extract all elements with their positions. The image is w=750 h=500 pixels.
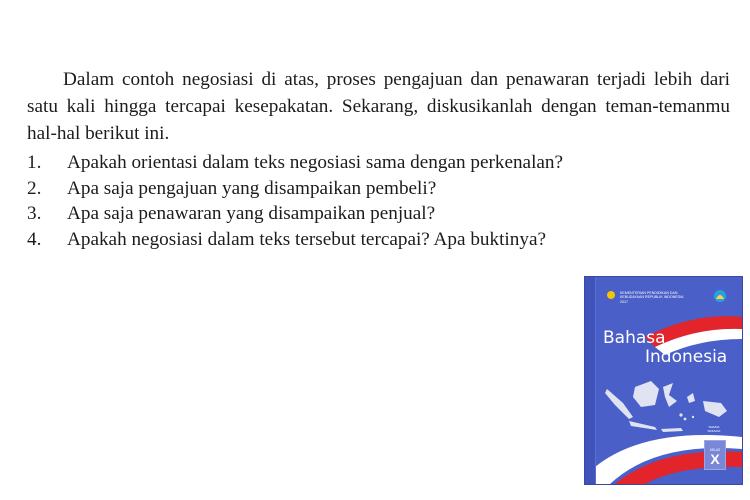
grade-badge <box>704 440 726 470</box>
cover-title-line1: Bahasa <box>603 328 666 348</box>
item-number: 2. <box>27 177 42 199</box>
grade-label: KELAS <box>709 448 721 452</box>
cover-year: 2017 <box>620 300 628 304</box>
cover-title-line2: Indonesia <box>645 347 728 367</box>
item-text: Apa saja pengajuan yang disampaikan pembeli? <box>67 177 437 199</box>
list-item <box>27 150 730 176</box>
item-number: 1. <box>27 152 42 173</box>
cover-spine <box>585 277 596 484</box>
list-item <box>27 176 730 202</box>
list-item <box>27 227 730 253</box>
item-text: Apakah negosiasi dalam teks tersebut tercapai? Apa buktinya? <box>67 228 546 250</box>
ministry-name: KEMENTERIAN PENDIDIKAN DAN KEBUDAYAAN REPUBLIK INDONESIA <box>620 291 684 300</box>
question-list <box>27 150 730 252</box>
grade-number: X <box>710 451 720 467</box>
intro-paragraph: Dalam contoh negosiasi di atas, proses pengajuan dan penawaran terjadi lebih dari satu kali hingga tercapai kesepakatan. Sekarang, diskusikanlah dengan teman-temanmu hal-hal berikut ini. <box>27 69 730 144</box>
item-number: 4. <box>27 228 42 250</box>
tut-wuri-logo <box>607 291 615 299</box>
list-item <box>27 201 730 227</box>
item-text: Apa saja penawaran yang disampaikan penjual? <box>67 203 436 224</box>
school-level: SMA/MA SMK/MAK <box>707 425 721 433</box>
item-text: Apakah orientasi dalam teks negosiasi sama dengan perkenalan? <box>67 152 564 173</box>
book-cover <box>585 277 742 484</box>
item-number: 3. <box>27 203 42 224</box>
